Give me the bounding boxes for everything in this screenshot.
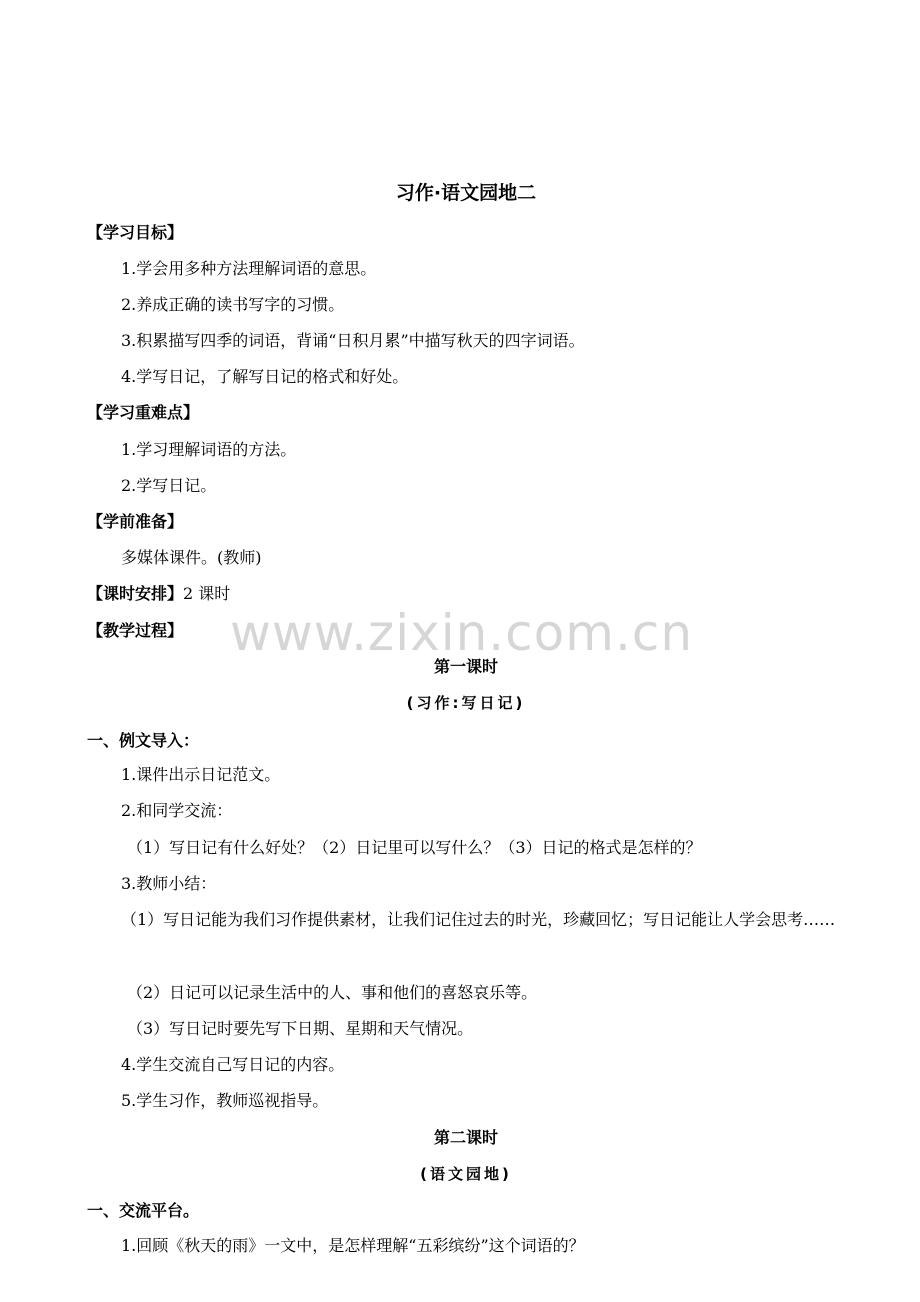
keypoint-item: 1.学习理解词语的方法。 [121,440,297,459]
prep-item: 多媒体课件。(教师) [121,548,262,567]
lesson1-item: （3）写日记时要先写下日期、星期和天气情况。 [127,1019,474,1038]
goal-item: 3.积累描写四季的词语，背诵“日积月累”中描写秋天的四字词语。 [121,331,585,350]
keypoint-item: 2.学写日记。 [121,476,217,495]
lesson2-item: 1.回顾《秋天的雨》一文中，是怎样理解“五彩缤纷”这个词语的？ [121,1236,585,1255]
lesson2-title: 第二课时 [433,1128,498,1147]
keypoints-heading: 【学习重难点】 [87,403,200,422]
prep-heading: 【学前准备】 [87,512,184,531]
goal-item: 4.学写日记，了解写日记的格式和好处。 [121,367,409,386]
lesson2-part1-heading: 一、交流平台。 [87,1201,200,1220]
lesson1-item: （2）日记可以记录生活中的人、事和他们的喜怒哀乐等。 [127,983,538,1002]
schedule-line [87,583,230,605]
lesson1-item: 4.学生交流自己写日记的内容。 [121,1055,345,1074]
lesson1-item: 2.和同学交流： [121,801,233,820]
lesson1-subtitle: (习作:写日记) [406,694,526,712]
lesson1-part1-heading: 一、例文导入： [87,731,200,750]
document-title: 习作·语文园地二 [395,182,537,204]
watermark: www.zixin.com.cn [230,604,694,662]
lesson2-subtitle: (语文园地) [420,1165,512,1183]
goal-item: 1.学会用多种方法理解词语的意思。 [121,259,377,278]
goals-heading: 【学习目标】 [87,223,184,242]
schedule-heading: 【课时安排】 [87,584,184,603]
lesson1-item: 3.教师小结： [121,874,217,893]
process-heading: 【教学过程】 [87,621,184,640]
lesson1-item: 1.课件出示日记范文。 [121,765,281,784]
schedule-value: 2 课时 [183,584,231,603]
lesson1-questions: （1）写日记有什么好处？（2）日记里可以写什么？（3）日记的格式是怎样的？ [127,838,702,857]
teacher-summary-paragraph: （1）写日记能为我们习作提供素材，让我们记住过去的时光，珍藏回忆；写日记能让人学会思考…… [121,910,836,929]
lesson1-item: 5.学生习作，教师巡视指导。 [121,1091,329,1110]
lesson1-title: 第一课时 [433,657,498,676]
goal-item: 2.养成正确的读书写字的习惯。 [121,295,345,314]
